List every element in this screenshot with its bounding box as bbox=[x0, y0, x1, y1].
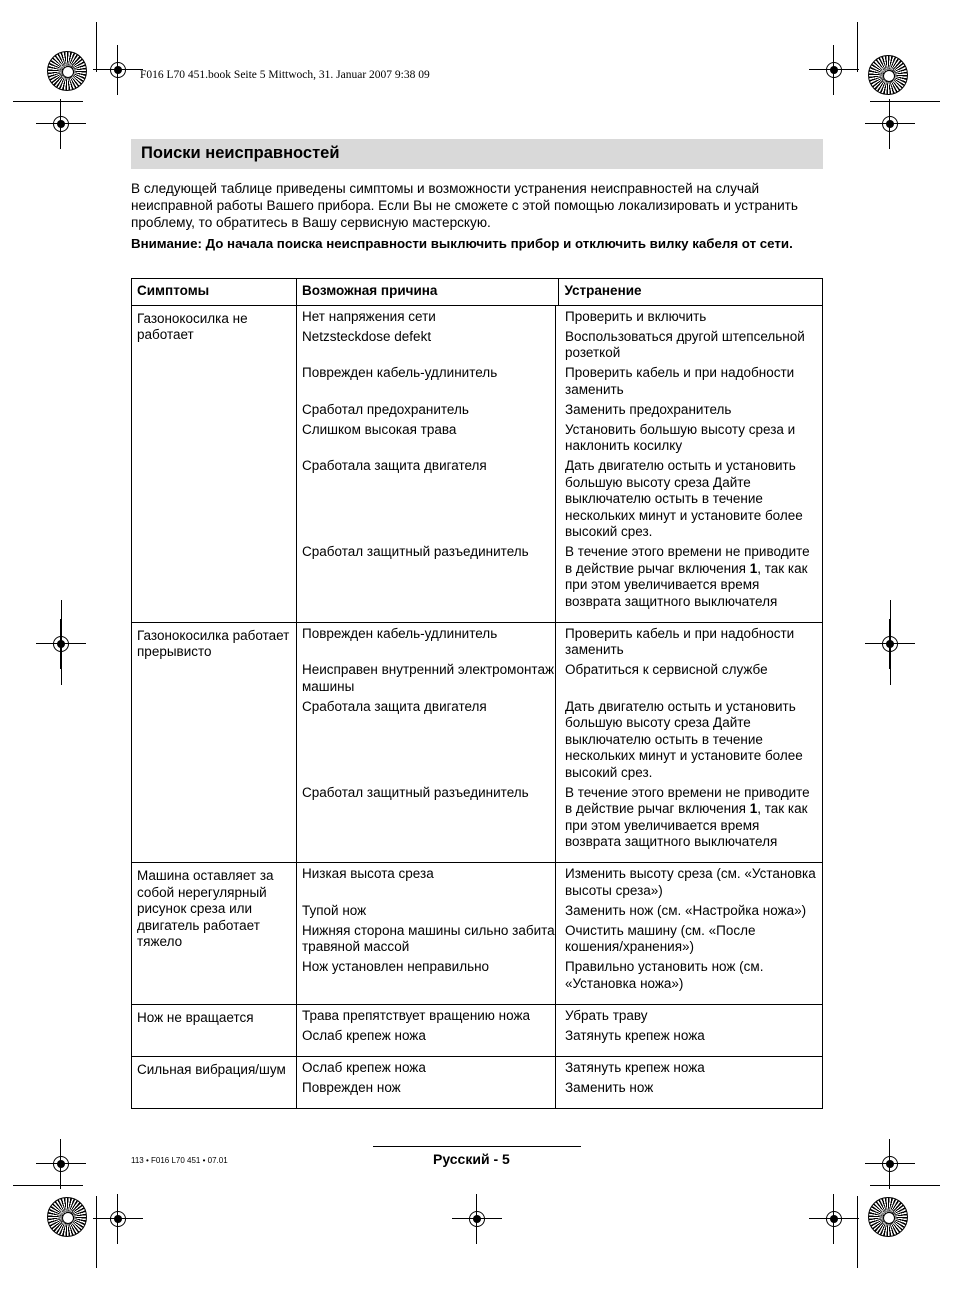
cause-text: Сработал защитный разъединитель bbox=[302, 544, 529, 559]
cause-fix-pair bbox=[302, 402, 817, 419]
column-divider bbox=[555, 1005, 556, 1056]
column-header-cause: Возможная причина bbox=[297, 279, 559, 306]
column-header-fix: Устранение bbox=[559, 279, 823, 306]
registration-rosette-bottom-left bbox=[47, 1197, 87, 1237]
table-row bbox=[132, 1056, 823, 1108]
symptom-cell: Нож не вращается bbox=[132, 1004, 297, 1056]
crop-line bbox=[13, 101, 83, 102]
crosshair-mark bbox=[879, 113, 901, 135]
cause-fix-pair bbox=[302, 1028, 817, 1045]
page-number: Русский - 5 bbox=[433, 1151, 510, 1167]
table-row bbox=[132, 863, 823, 1005]
cause-fix-cell bbox=[297, 622, 823, 863]
footer-rule bbox=[373, 1146, 581, 1147]
cause-text: Сработала защита двигателя bbox=[302, 458, 487, 473]
fix-text: Проверить и включить bbox=[565, 308, 707, 324]
fix-text: Убрать траву bbox=[565, 1007, 648, 1023]
crosshair-mark bbox=[466, 1208, 488, 1230]
cause-fix-cell bbox=[297, 1056, 823, 1108]
cause-fix-pair bbox=[302, 329, 817, 362]
crosshair-mark bbox=[823, 1208, 845, 1230]
crop-line bbox=[96, 1196, 97, 1268]
fix-text: Заменить нож bbox=[565, 1079, 654, 1095]
cause-text: Слишком высокая трава bbox=[302, 421, 457, 437]
warning-paragraph: Внимание: До начала поиска неисправности выключить прибор и отключить вилку кабеля от сети. bbox=[131, 236, 793, 251]
crosshair-mark bbox=[107, 59, 129, 81]
fix-text: Установить большую высоту среза и наклонить косилку bbox=[565, 421, 796, 453]
cause-fix-pair bbox=[302, 923, 817, 956]
cause-fix-pair bbox=[302, 544, 817, 610]
crop-line bbox=[857, 22, 858, 72]
crosshair-mark bbox=[50, 113, 72, 135]
fix-text: Затянуть крепеж ножа bbox=[565, 1059, 705, 1075]
cause-text: Сработал защитный разъединитель bbox=[302, 784, 529, 800]
fix-text: Воспользоваться другой штепсельной розеткой bbox=[565, 328, 805, 360]
symptom-cell: Сильная вибрация/шум bbox=[132, 1056, 297, 1108]
cause-text: Ослаб крепеж ножа bbox=[302, 1059, 426, 1075]
fix-text: Изменить высоту среза (см. «Установка высоты среза») bbox=[565, 866, 816, 898]
cause-text: Поврежден нож bbox=[302, 1079, 401, 1095]
fix-text: Заменить нож (см. «Настройка ножа») bbox=[565, 902, 807, 918]
column-divider bbox=[555, 863, 556, 1004]
cause-fix-pair bbox=[302, 1008, 817, 1025]
cause-text: Тупой нож bbox=[302, 902, 367, 918]
cause-fix-pair bbox=[302, 903, 817, 920]
crosshair-mark bbox=[50, 1153, 72, 1175]
cause-text: Нижняя сторона машины сильно забита травяной массой bbox=[302, 922, 555, 954]
cause-fix-pair bbox=[302, 1060, 817, 1077]
crop-line bbox=[13, 1185, 83, 1186]
crop-line bbox=[96, 22, 97, 72]
fix-text: Дать двигателю остыть и установить большую высоту среза Дайте выключателю остыть в течение нескольких минут и установите более высокий срез. bbox=[565, 698, 803, 780]
cause-text: Ослаб крепеж ножа bbox=[302, 1027, 426, 1043]
cause-fix-pair bbox=[302, 626, 817, 659]
file-header: F016 L70 451.book Seite 5 Mittwoch, 31. Januar 2007 9:38 09 bbox=[140, 69, 430, 81]
crosshair-mark bbox=[107, 1208, 129, 1230]
cause-fix-pair bbox=[302, 365, 817, 398]
crop-line bbox=[870, 101, 940, 102]
column-divider bbox=[555, 306, 556, 622]
crosshair-mark bbox=[823, 59, 845, 81]
registration-rosette-bottom-right bbox=[868, 1197, 908, 1237]
cause-text: Поврежден кабель-удлинитель bbox=[302, 625, 498, 641]
fix-text: В течение этого времени не приводите в действие рычаг включения 1, так как при этом увеличивается время возврата защитного выключателя bbox=[565, 784, 810, 849]
cause-fix-pair bbox=[302, 458, 817, 541]
column-header-symptoms: Симптомы bbox=[132, 279, 297, 306]
cause-text: Нет напряжения сети bbox=[302, 308, 436, 324]
cause-fix-pair bbox=[302, 959, 817, 992]
fix-text: Проверить кабель и при надобности заменить bbox=[565, 365, 795, 397]
section-header bbox=[131, 139, 823, 169]
cause-fix-pair bbox=[302, 422, 817, 455]
cause-fix-cell bbox=[297, 863, 823, 1005]
crosshair-mark bbox=[879, 1153, 901, 1175]
cause-fix-pair bbox=[302, 699, 817, 782]
registration-rosette-top-left bbox=[47, 51, 87, 91]
crop-line bbox=[61, 600, 62, 685]
cause-fix-pair bbox=[302, 866, 817, 899]
fix-text: Обратиться к сервисной службе bbox=[565, 662, 768, 677]
crop-line bbox=[890, 600, 891, 685]
cause-text: Трава препятствует вращению ножа bbox=[302, 1007, 531, 1023]
cause-text: Нож установлен неправильно bbox=[302, 959, 490, 974]
cause-text: Сработал предохранитель bbox=[302, 401, 469, 417]
fix-text: Заменить предохранитель bbox=[565, 401, 732, 417]
symptom-cell: Машина оставляет за собой нерегулярный рисунок среза или двигатель работает тяжело bbox=[132, 863, 297, 1005]
crop-line bbox=[857, 1196, 858, 1268]
registration-rosette-top-right bbox=[868, 55, 908, 95]
footer-code: 113 • F016 L70 451 • 07.01 bbox=[131, 1156, 228, 1165]
table-header-row bbox=[132, 279, 823, 306]
cause-fix-pair bbox=[302, 309, 817, 326]
cause-text: Низкая высота среза bbox=[302, 866, 434, 881]
symptom-cell: Газонокосилка не работает bbox=[132, 305, 297, 622]
intro-paragraph: В следующей таблице приведены симптомы и возможности устранения неисправностей на случай неисправной работы Вашего прибора. Если Вы не сможете с этой помощью локализировать и устранить проблему, то обратитесь в Вашу сервисную мастерскую. bbox=[131, 181, 798, 230]
cause-text: Неисправен внутренний электромонтаж машины bbox=[302, 662, 554, 694]
cause-fix-pair bbox=[302, 1080, 817, 1097]
fix-text: Затянуть крепеж ножа bbox=[565, 1027, 705, 1043]
cause-text: Сработала защита двигателя bbox=[302, 698, 487, 714]
fix-text: Проверить кабель и при надобности заменить bbox=[565, 625, 795, 657]
column-divider bbox=[555, 1057, 556, 1108]
cause-fix-cell bbox=[297, 1004, 823, 1056]
fix-text: В течение этого времени не приводите в действие рычаг включения 1, так как при этом увеличивается время возврата защитного выключателя bbox=[565, 544, 810, 609]
cause-fix-cell bbox=[297, 305, 823, 622]
fix-text: Дать двигателю остыть и установить большую высоту среза Дайте выключателю остыть в течение нескольких минут и установите более высокий срез. bbox=[565, 458, 803, 539]
column-divider bbox=[555, 623, 556, 863]
troubleshooting-table bbox=[131, 278, 823, 1109]
cause-fix-pair bbox=[302, 785, 817, 851]
fix-text: Правильно установить нож (см. «Установка ножа») bbox=[565, 959, 764, 991]
crop-line bbox=[870, 1185, 940, 1186]
fix-text: Очистить машину (см. «После кошения/хранения») bbox=[565, 922, 756, 954]
cause-fix-pair bbox=[302, 662, 817, 695]
table-row bbox=[132, 622, 823, 863]
cause-text: Netzsteckdose defekt bbox=[302, 328, 432, 344]
symptom-cell: Газонокосилка работает прерывисто bbox=[132, 622, 297, 863]
section-title: Поиски неисправностей bbox=[141, 144, 340, 162]
table-row bbox=[132, 305, 823, 622]
table-row bbox=[132, 1004, 823, 1056]
cause-text: Поврежден кабель-удлинитель bbox=[302, 365, 498, 380]
